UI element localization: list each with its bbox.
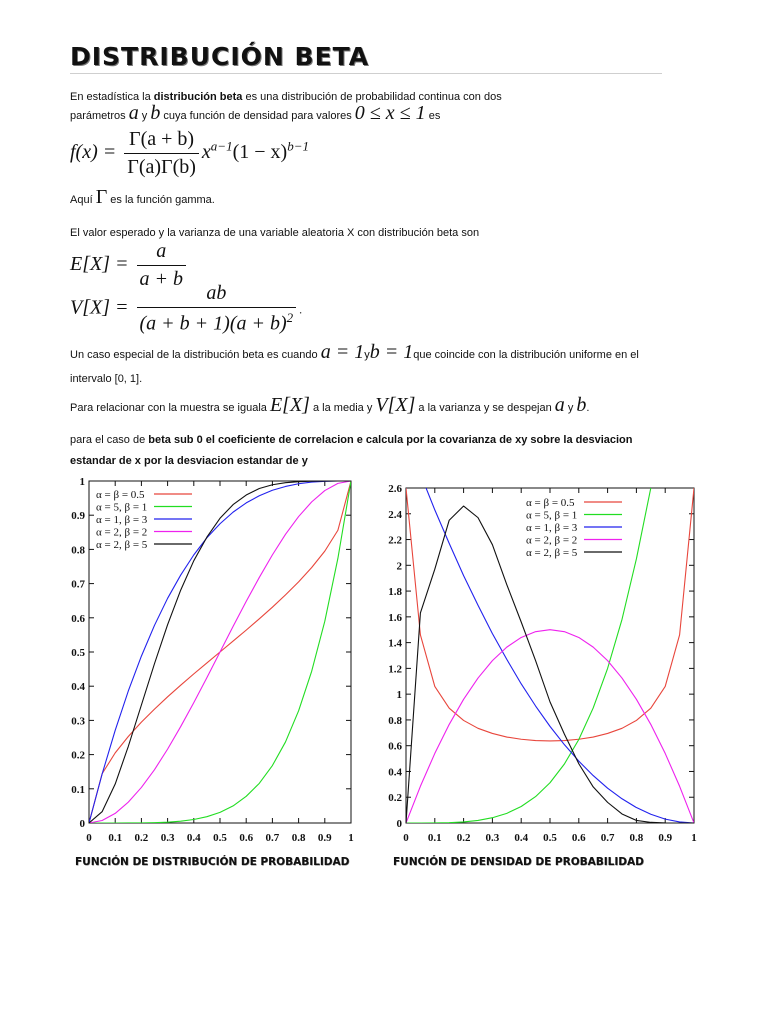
cdf-y-tick-label: 1 [79,476,85,488]
e-denominator: a + b [139,268,183,290]
v-numerator: ab [137,282,297,308]
f-x-exponent: a−1 [210,138,233,154]
sample-sym-b: b [576,394,587,416]
v-denominator [137,308,297,336]
symbol-b: b [150,102,161,124]
cdf-x-tick-label: 0.3 [160,832,175,844]
cdf-y-tick-label: 0.6 [71,612,85,625]
uniform-paragraph-line2: intervalo [0, 1]. [70,373,143,385]
pdf-y-tick-label: 2 [396,560,402,573]
cdf-y-tick-label: 0.4 [71,681,85,694]
gamma-paragraph [70,186,215,208]
pdf-y-tick-label: 1 [396,689,402,702]
cdf-x-tick-label: 0.6 [239,832,254,844]
pdf-x-tick-label: 0.5 [543,832,557,844]
pdf-legend-label: α = 2, β = 5 [526,547,578,559]
pdf-legend-label: α = β = 0.5 [526,497,575,509]
pdf-y-tick-label: 0.2 [388,792,402,805]
title-divider [70,73,662,74]
f-one-minus: (1 − x) [232,141,288,164]
pdf-x-tick-label: 0.2 [456,832,471,844]
f-fraction [124,128,199,179]
density-formula [70,128,309,179]
gamma-suffix: es la función gamma. [107,194,215,206]
cdf-y-tick-label: 0.8 [71,544,85,557]
pdf-chart [380,478,700,850]
cdf-x-tick-label: 0.9 [317,832,332,844]
correlation-paragraph-line2 [70,454,308,468]
sample-b: a la media y [309,402,376,414]
cdf-legend-label: α = 2, β = 2 [96,526,148,539]
pdf-x-tick-label: 0.7 [600,832,615,844]
cdf-x-tick-label: 0.4 [186,832,201,844]
sample-y: y [564,402,577,414]
cdf-y-tick-label: 0.7 [71,578,85,591]
cdf-y-tick-label: 0.2 [71,749,85,762]
pdf-x-tick-label: 0.8 [629,832,644,844]
symbol-a: a [128,102,139,124]
sample-c: a la varianza y se despejan [415,402,555,414]
intro-text: En estadística la [70,91,154,103]
correlation-paragraph [70,433,633,447]
pdf-x-tick-label: 0 [403,832,409,844]
expectation-paragraph: El valor esperado y la varianza de una variable aleatoria X con distribución beta son [70,227,480,239]
cdf-x-tick-label: 0.5 [213,832,227,844]
cdf-y-tick-label: 0.5 [71,647,85,659]
pdf-legend-label: α = 1, β = 3 [526,522,578,534]
cdf-caption: FUNCIÓN DE DISTRIBUCIÓN DE PROBABILIDAD [75,856,350,868]
pdf-y-tick-label: 1.2 [388,663,402,676]
f-x: x [201,141,211,164]
range-formula: 0 ≤ x ≤ 1 [354,102,426,124]
cdf-chart [62,472,362,852]
cdf-x-tick-label: 0.8 [291,832,306,844]
cdf-x-tick-label: 0 [86,832,92,844]
uniform-conj: y [364,349,370,361]
pdf-x-tick-label: 0.9 [658,832,673,844]
pdf-x-tick-label: 1 [691,832,697,844]
pdf-y-tick-label: 1.6 [388,611,402,624]
cdf-legend-label: α = 2, β = 5 [96,539,148,551]
v-fraction [137,282,297,336]
uniform-paragraph [70,341,639,363]
density-text: cuya función de densidad para valores [160,110,355,122]
sample-ex: E[X] [269,394,310,416]
pdf-y-tick-label: 0 [396,818,402,830]
uniform-suffix: que coincide con la distribución uniforme en el [413,349,639,361]
cdf-legend-label: α = 1, β = 3 [96,514,148,526]
intro-paragraph-line2 [70,102,441,124]
gamma-prefix: Aquí [70,194,96,206]
cdf-y-tick-label: 0.1 [71,783,85,796]
cdf-y-tick-label: 0.9 [71,510,85,523]
v-den-exponent: 2 [286,310,294,325]
correlation-prefix: para el caso de [70,434,149,446]
sample-vx: V[X] [375,394,416,416]
sample-a: Para relacionar con la muestra se iguala [70,402,270,414]
uniform-prefix: Un caso especial de la distribución beta es cuando [70,349,321,361]
cdf-legend-label: α = 5, β = 1 [96,501,148,514]
pdf-caption: FUNCIÓN DE DENSIDAD DE PROBABILIDAD [393,856,644,868]
cdf-legend-label: α = β = 0.5 [96,489,145,501]
cdf-x-tick-label: 0.2 [134,832,149,844]
v-dot: . [299,302,303,317]
sample-paragraph [70,394,590,416]
correlation-bold-1: beta sub 0 el coeficiente de correlacion e calcula por la covarianza de xy sobre la desviacion [148,434,633,446]
cdf-y-tick-label: 0.3 [71,715,85,728]
pdf-y-tick-label: 2.2 [388,534,402,547]
f-lhs: f(x) = [70,141,117,164]
pdf-x-tick-label: 0.3 [485,832,500,844]
gamma-symbol: Γ [95,186,108,208]
pdf-y-tick-label: 0.4 [388,766,402,779]
pdf-y-tick-label: 2.4 [388,508,402,521]
pdf-x-tick-label: 0.4 [514,832,529,844]
pdf-y-tick-label: 1.4 [388,637,402,650]
intro-bold: distribución beta [153,91,243,103]
pdf-x-tick-label: 0.1 [427,832,442,844]
pdf-y-tick-label: 2.6 [388,483,402,495]
params-text: parámetros [70,110,129,122]
sample-dot: . [586,402,590,414]
pdf-y-tick-label: 0.6 [388,740,402,753]
pdf-x-tick-label: 0.6 [571,832,586,844]
v-den-base: (a + b + 1)(a + b) [139,312,287,335]
pdf-y-tick-label: 0.8 [388,714,402,727]
f-denominator: Γ(a)Γ(b) [127,156,196,178]
es-text: es [425,110,441,122]
v-lhs: V[X] = [70,296,129,319]
intro-rest: es una distribución de probabilidad continua con dos [242,91,502,103]
cdf-x-tick-label: 1 [348,832,354,844]
cdf-y-tick-label: 0 [79,818,85,830]
pdf-y-tick-label: 1.8 [388,586,402,599]
correlation-bold-2: estandar de x por la desviacion estandar de y [70,455,308,467]
page-title: DISTRIBUCIÓN BETA [70,42,370,71]
sample-sym-a: a [554,394,565,416]
pdf-legend-label: α = 5, β = 1 [526,509,578,522]
e-lhs: E[X] = [70,253,129,276]
cdf-x-tick-label: 0.7 [265,832,280,844]
e-numerator: a [137,240,187,266]
f-om-exponent: b−1 [287,138,309,154]
pdf-legend-label: α = 2, β = 2 [526,534,578,547]
eq-b-one: b = 1 [369,341,414,363]
variance-formula [70,282,302,336]
conj-y: y [138,110,151,122]
f-numerator: Γ(a + b) [124,128,199,154]
cdf-x-tick-label: 0.1 [108,832,123,844]
eq-a-one: a = 1 [320,341,365,363]
